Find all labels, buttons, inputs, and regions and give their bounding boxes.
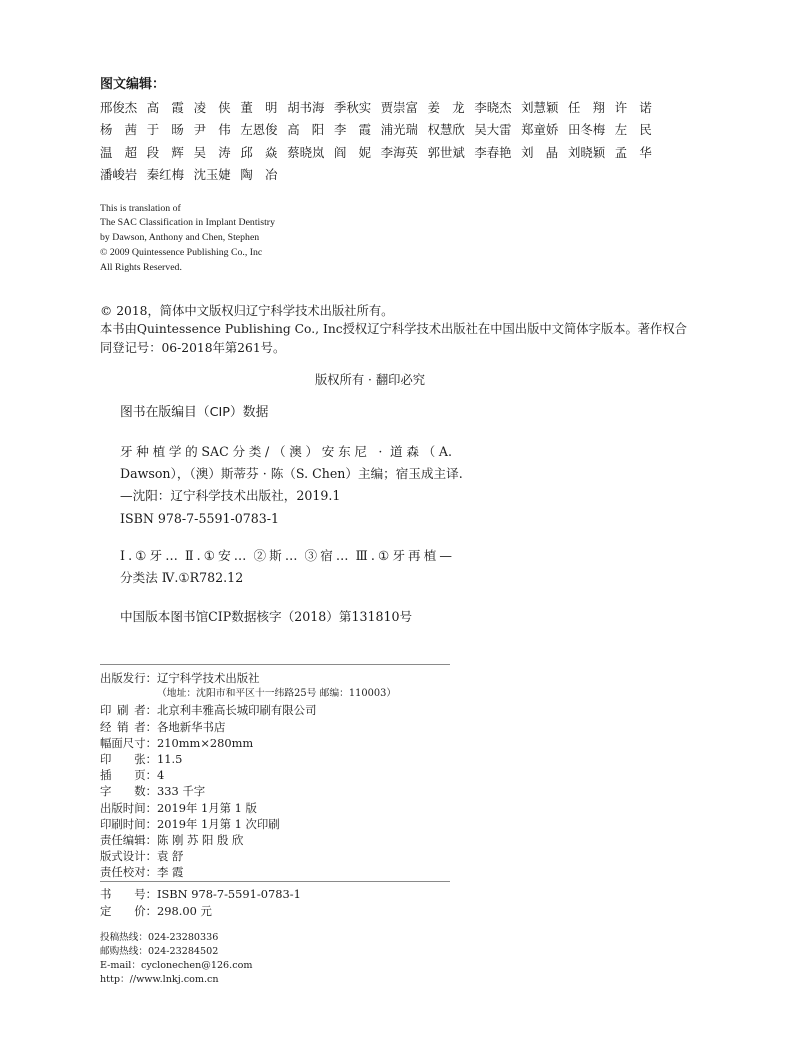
original-edition-line: This is translation of bbox=[100, 202, 181, 214]
imprint-row-format-size bbox=[100, 735, 396, 751]
editor-name: 于 旸 bbox=[146, 122, 184, 138]
editors-heading: 图文编辑： bbox=[100, 77, 166, 92]
imprint-label: 版式设计 bbox=[100, 849, 146, 864]
editors-names-grid bbox=[100, 97, 652, 186]
editor-name: 潘峻岩 bbox=[100, 166, 138, 182]
imprint-value: 袁 舒 bbox=[156, 849, 184, 864]
editor-name: 吴大雷 bbox=[474, 122, 512, 138]
editor-name: 郭世斌 bbox=[427, 144, 465, 160]
imprint-label: 印刷时间 bbox=[100, 816, 146, 831]
editor-name: 凌 侠 bbox=[193, 100, 231, 115]
cip-description-line: Dawson），（澳）斯蒂芬 · 陈（S. Chen）主编；宿玉成主译. bbox=[120, 466, 463, 482]
imprint-row-publisher bbox=[100, 670, 396, 686]
divider-line bbox=[100, 664, 450, 665]
imprint-row-printing-date bbox=[100, 816, 396, 832]
cip-description bbox=[120, 441, 463, 530]
field-separator: ： bbox=[145, 719, 157, 734]
editor-name: 邱 焱 bbox=[240, 144, 278, 160]
field-separator: ： bbox=[145, 865, 157, 880]
contact-email: E-mail：cyclonechen@126.com bbox=[100, 960, 253, 971]
book-label: 书 号 bbox=[100, 887, 146, 901]
editor-name: 左 民 bbox=[614, 122, 652, 138]
publisher-address: （地址：沈阳市和平区十一纬路25号 邮编：110003） bbox=[157, 688, 397, 700]
imprint-value: 陈 刚 苏 阳 殷 欣 bbox=[156, 833, 244, 848]
editor-name: 董 明 bbox=[240, 100, 278, 115]
field-separator: ： bbox=[145, 752, 157, 767]
editor-name: 温 超 bbox=[100, 144, 137, 160]
editor-name: 孟 华 bbox=[614, 144, 652, 160]
imprint-label: 经 销 者 bbox=[100, 719, 146, 734]
contact-website: http：//www.lnkj.com.cn bbox=[100, 974, 219, 985]
imprint-value: 北京利丰雅高长城印刷有限公司 bbox=[156, 703, 317, 718]
field-separator: ： bbox=[145, 735, 157, 750]
editor-name: 李晓杰 bbox=[474, 100, 512, 115]
imprint-row-proofreader bbox=[100, 864, 396, 880]
original-edition-line: by Dawson, Anthony and Chen, Stephen bbox=[100, 232, 260, 244]
imprint-value: 333 千字 bbox=[156, 784, 206, 799]
imprint-label: 出版时间 bbox=[100, 800, 146, 815]
imprint-row-responsible-editors bbox=[100, 832, 396, 848]
cip-description-line: 牙种植学的SAC分类/（澳）安东尼 · 道森（A. bbox=[120, 443, 452, 459]
imprint-value: 11.5 bbox=[156, 752, 183, 767]
editor-name: 沈玉婕 bbox=[193, 166, 231, 182]
imprint-label: 印 张 bbox=[100, 752, 146, 767]
editor-name: 刘 晶 bbox=[521, 144, 559, 160]
imprint-value: 2019年 1月第 1 次印刷 bbox=[156, 816, 280, 831]
original-edition-line: © 2009 Quintessence Publishing Co., Inc bbox=[100, 246, 263, 258]
editor-name: 吴 涛 bbox=[193, 144, 231, 160]
cip-classification-line: Ⅰ.①牙… Ⅱ.①安… ②斯… ③宿… Ⅲ.①牙再植— bbox=[120, 547, 452, 563]
editor-name: 李 霞 bbox=[333, 122, 371, 138]
editor-name: 左恩俊 bbox=[240, 122, 278, 138]
imprint-value: 4 bbox=[156, 768, 165, 783]
imprint-label: 幅面尺寸 bbox=[100, 735, 146, 750]
editor-name: 浦光瑞 bbox=[380, 122, 418, 138]
cip-description-line: —沈阳：辽宁科学技术出版社，2019.1 bbox=[120, 488, 341, 504]
original-edition-notice bbox=[100, 202, 275, 276]
contact-info bbox=[100, 931, 252, 987]
imprint-row-distributor bbox=[100, 719, 396, 735]
copyright-line: 本书由Quintessence Publishing Co., Inc授权辽宁科学技术出版社在中国出版中文简体字版本。著作权合 bbox=[100, 322, 687, 337]
editor-name: 秦红梅 bbox=[146, 166, 184, 182]
imprint-row-printer bbox=[100, 702, 396, 718]
editor-name: 权慧欣 bbox=[427, 122, 465, 138]
book-label: 定 价 bbox=[100, 904, 146, 918]
field-separator: ： bbox=[145, 887, 157, 901]
field-separator: ： bbox=[145, 833, 157, 848]
editor-name: 任 翔 bbox=[567, 100, 605, 115]
field-separator: ： bbox=[145, 849, 157, 864]
editor-name: 高 阳 bbox=[287, 122, 325, 138]
editor-name: 蔡晓岚 bbox=[287, 144, 325, 160]
field-separator: ： bbox=[145, 703, 157, 718]
editor-name: 尹 伟 bbox=[193, 122, 231, 138]
original-edition-line: All Rights Reserved. bbox=[100, 261, 182, 273]
editor-name: 陶 冶 bbox=[240, 166, 278, 182]
divider-line bbox=[100, 881, 450, 882]
book-row-isbn bbox=[100, 886, 301, 903]
editor-name: 许 诺 bbox=[614, 100, 652, 115]
imprint-label: 责任校对 bbox=[100, 865, 146, 880]
editor-name: 阎 妮 bbox=[333, 144, 371, 160]
rights-statement: 版权所有 · 翻印必究 bbox=[314, 373, 426, 387]
editor-name: 刘慧颖 bbox=[521, 100, 559, 115]
submission-hotline: 投稿热线：024-23280336 bbox=[100, 932, 219, 943]
editor-name: 段 辉 bbox=[146, 144, 184, 160]
imprint-value: 2019年 1月第 1 版 bbox=[156, 800, 257, 815]
field-separator: ： bbox=[145, 671, 157, 685]
imprint-value: 210mm×280mm bbox=[156, 735, 254, 750]
imprint-row-word-count bbox=[100, 783, 396, 799]
imprint-row-inserts bbox=[100, 767, 396, 783]
editor-name: 田冬梅 bbox=[567, 122, 606, 138]
editor-name: 姜 龙 bbox=[427, 100, 465, 115]
chinese-copyright-notice bbox=[100, 302, 687, 358]
cip-classification bbox=[120, 545, 452, 590]
copyright-line: 同登记号：06-2018年第261号。 bbox=[100, 340, 286, 355]
field-separator: ： bbox=[145, 816, 157, 831]
imprint-value: 辽宁科学技术出版社 bbox=[156, 671, 260, 685]
book-row-price bbox=[100, 903, 301, 920]
field-separator: ： bbox=[145, 800, 157, 815]
editor-name: 邢俊杰 bbox=[100, 100, 138, 115]
cip-heading: 图书在版编目（CIP）数据 bbox=[120, 405, 269, 420]
field-separator: ： bbox=[145, 784, 157, 799]
imprint-label: 责任编辑 bbox=[100, 833, 146, 848]
book-details bbox=[100, 886, 301, 920]
editor-name: 刘晓颖 bbox=[567, 144, 606, 160]
imprint-value: 李 霞 bbox=[156, 865, 184, 880]
imprint-label: 插 页 bbox=[100, 768, 146, 783]
editor-name: 贾崇富 bbox=[380, 100, 418, 115]
imprint-details bbox=[100, 670, 396, 881]
imprint-label: 出版发行 bbox=[100, 671, 146, 685]
editor-name: 杨 茜 bbox=[100, 122, 137, 138]
cip-classification-line: 分类法 Ⅳ.①R782.12 bbox=[120, 570, 244, 586]
imprint-row-publication-date bbox=[100, 800, 396, 816]
imprint-label: 印 刷 者 bbox=[100, 703, 146, 718]
imprint-row-layout-design bbox=[100, 848, 396, 864]
imprint-value: 各地新华书店 bbox=[156, 719, 226, 734]
mail-order-hotline: 邮购热线：024-23284502 bbox=[100, 946, 219, 957]
editor-name: 李春艳 bbox=[474, 144, 512, 160]
imprint-row-printed-sheets bbox=[100, 751, 396, 767]
cip-isbn: ISBN 978-7-5591-0783-1 bbox=[120, 510, 280, 526]
editor-name: 高 霞 bbox=[146, 100, 184, 115]
editor-name: 胡书海 bbox=[287, 100, 325, 115]
copyright-line: © 2018，简体中文版权归辽宁科学技术出版社所有。 bbox=[100, 303, 394, 318]
field-separator: ： bbox=[145, 904, 157, 918]
book-value: 298.00 元 bbox=[156, 904, 212, 918]
book-value: ISBN 978-7-5591-0783-1 bbox=[156, 887, 301, 901]
editor-name: 郑童娇 bbox=[521, 122, 559, 138]
imprint-label: 字 数 bbox=[100, 784, 146, 799]
original-edition-line: The SAC Classification in Implant Dentistry bbox=[100, 217, 275, 229]
editor-name: 李海英 bbox=[380, 144, 418, 160]
editor-name: 季秋实 bbox=[333, 100, 372, 115]
field-separator: ： bbox=[145, 768, 157, 783]
cip-record-number: 中国版本图书馆CIP数据核字（2018）第131810号 bbox=[120, 609, 413, 624]
